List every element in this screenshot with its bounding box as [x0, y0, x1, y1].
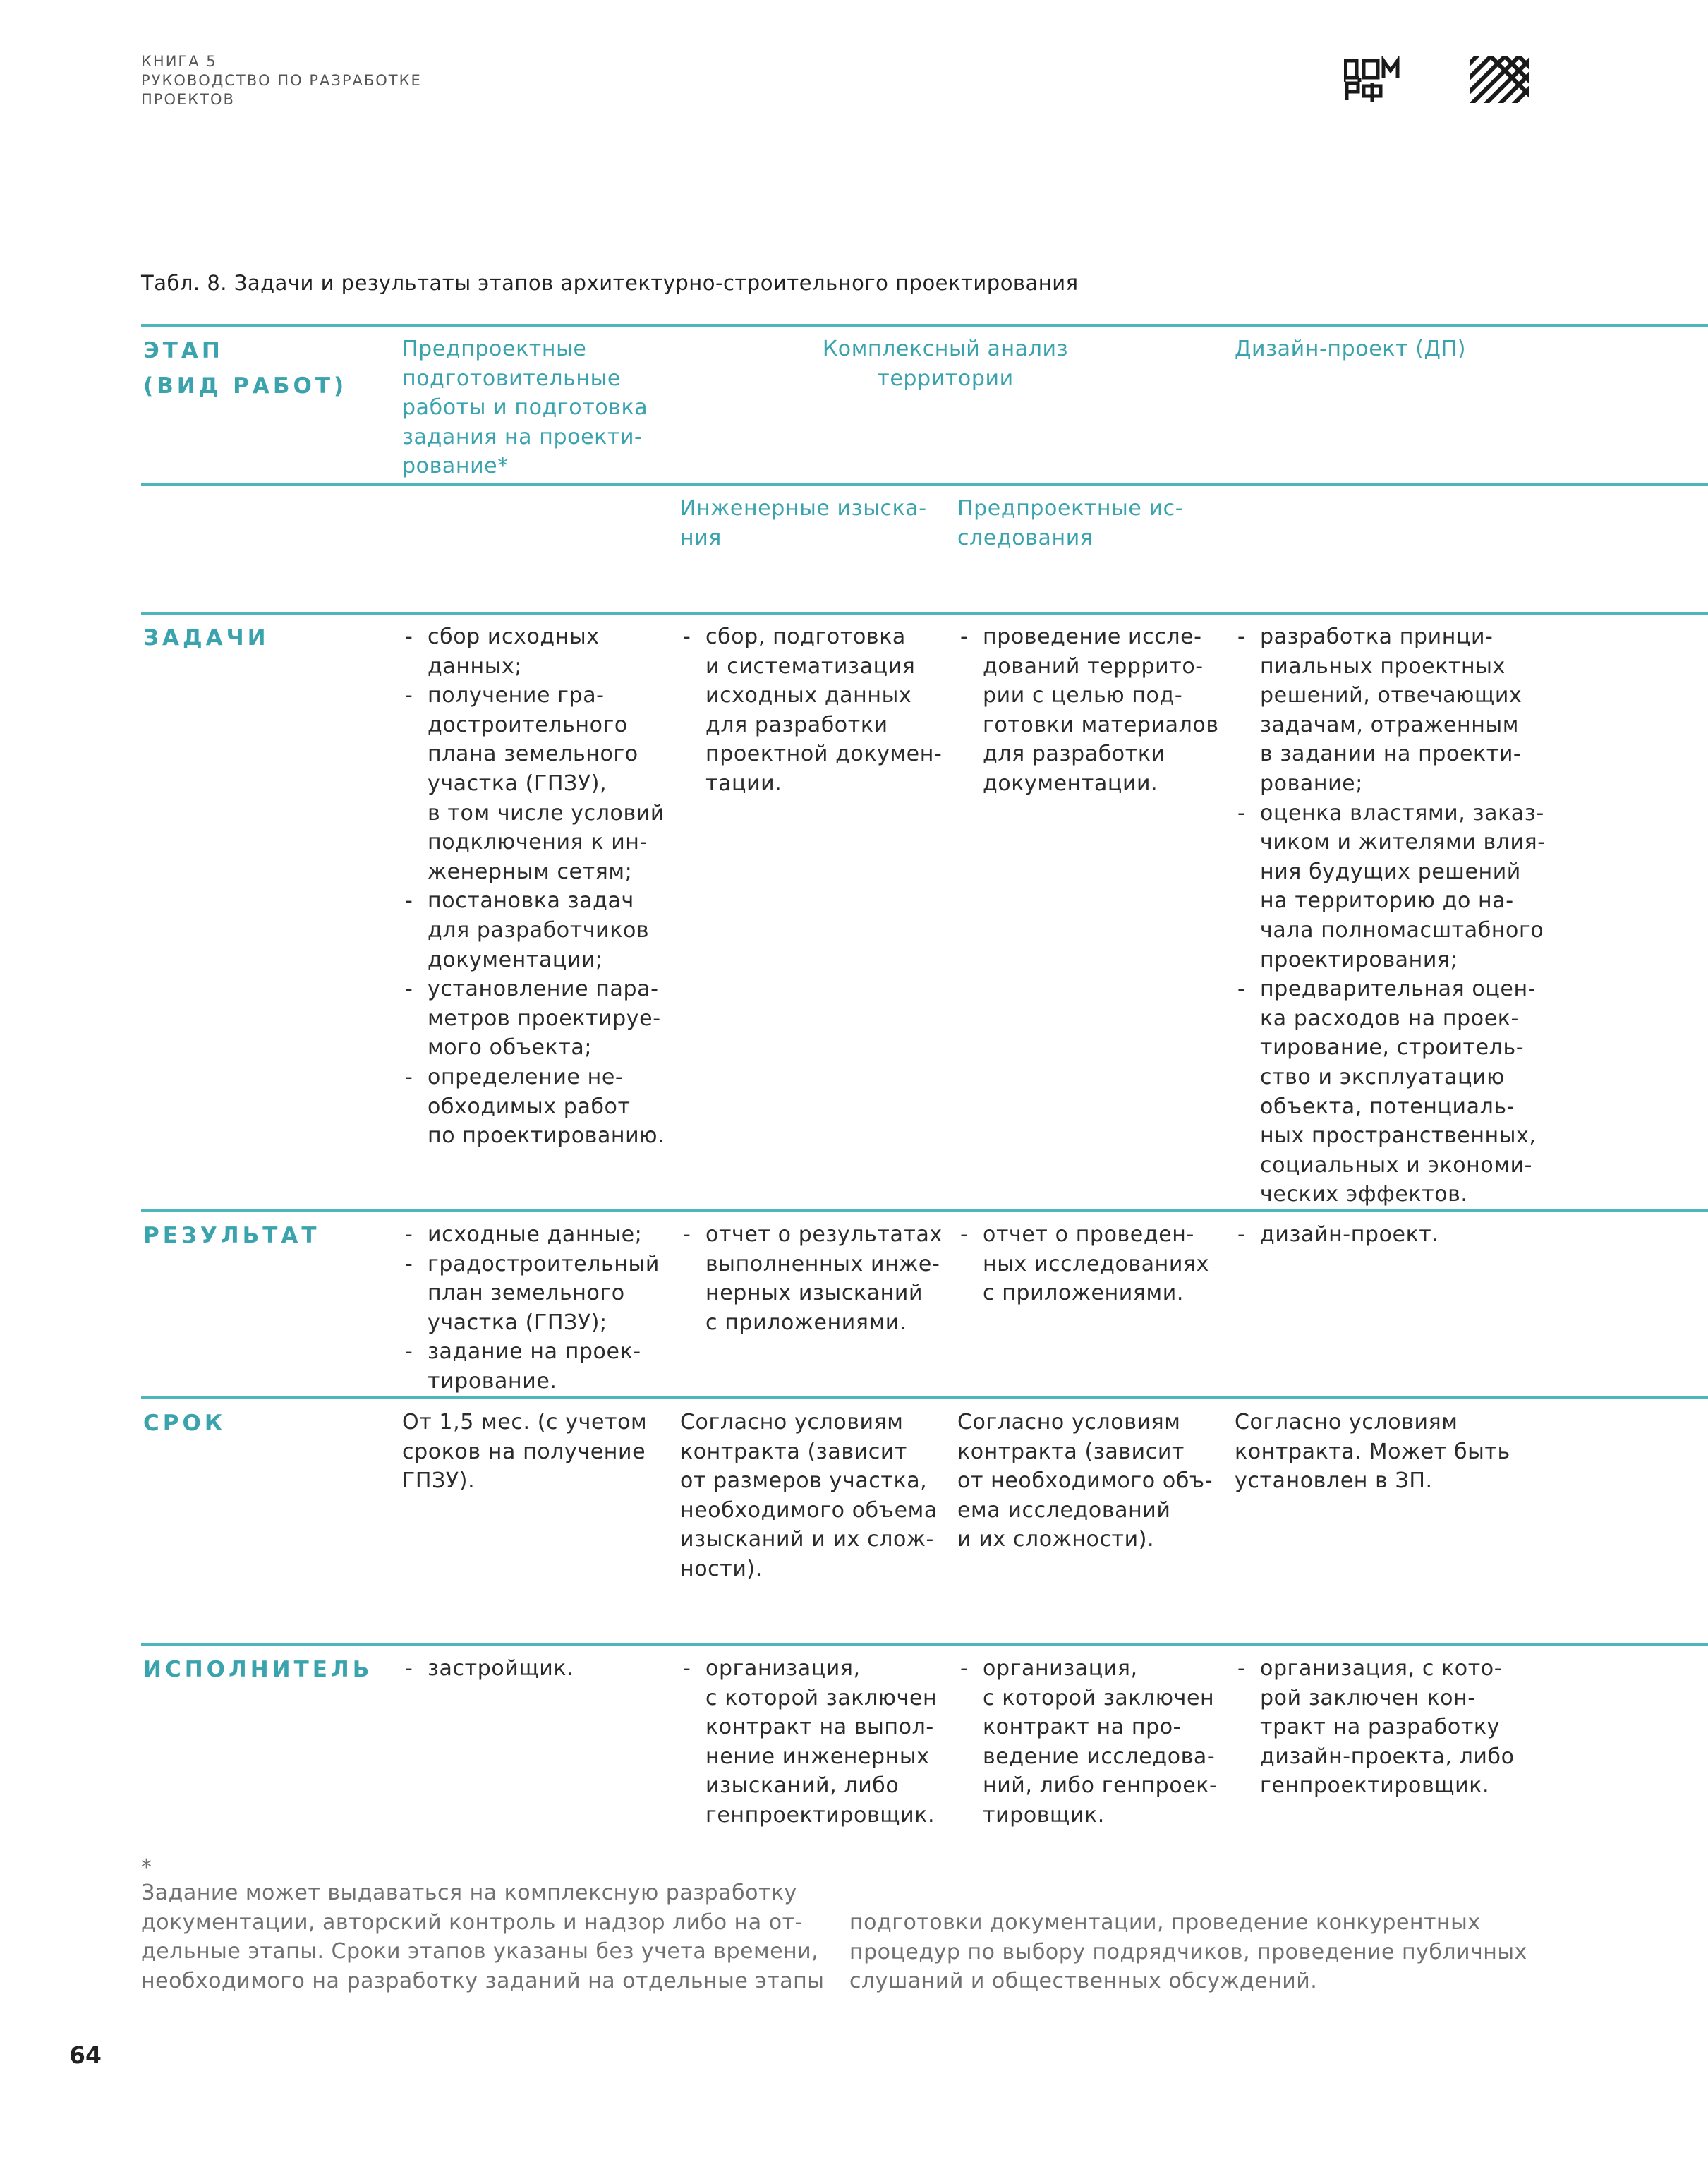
header-sub-preproject-research	[957, 494, 1183, 553]
table-rule-top	[141, 324, 1708, 327]
cell-line: в задании на проекти-	[1260, 742, 1522, 767]
header-col-complex-analysis	[734, 334, 1157, 393]
cell-line: изысканий и их слож-	[680, 1527, 934, 1552]
cell-line: задачам, отраженным	[1260, 712, 1519, 737]
header-line: ния	[680, 525, 722, 550]
list-item	[402, 681, 665, 886]
book-line: ПРОЕКТОВ	[141, 91, 235, 108]
cell-line: с которой заключен	[983, 1685, 1215, 1710]
cell-line: и систематизация	[705, 653, 916, 679]
list-item	[1235, 799, 1546, 975]
book-line: КНИГА 5	[141, 53, 217, 70]
cell-line: От 1,5 мес. (с учетом	[402, 1410, 648, 1435]
cell-line: - установление пара-	[428, 977, 659, 1002]
cell-line: - проведение иссле-	[983, 624, 1202, 649]
cell-line: для разработки	[983, 742, 1165, 767]
cell-line: контракта (зависит	[957, 1439, 1185, 1464]
list-item	[1235, 622, 1546, 799]
result-col3	[957, 1220, 1209, 1308]
pattern-logo	[1470, 56, 1529, 103]
cell-line: - предварительная оцен-	[1260, 977, 1537, 1002]
executor-col1	[402, 1654, 574, 1684]
cell-line: проектирования;	[1260, 947, 1458, 972]
header-line: Дизайн-проект (ДП)	[1235, 337, 1467, 361]
list-item	[402, 1063, 665, 1151]
cell-line: дований терррито-	[983, 653, 1204, 679]
list-item	[402, 974, 665, 1063]
book-title	[141, 52, 422, 109]
cell-line: - исходные данные;	[428, 1222, 643, 1247]
cell-line: с которой заключен	[705, 1685, 938, 1710]
cell-line: документации.	[983, 771, 1158, 796]
list-item	[402, 1654, 574, 1684]
dom-rf-logo	[1344, 56, 1400, 103]
term-col3	[957, 1408, 1213, 1555]
cell-line: - сбор, подготовка	[705, 624, 906, 649]
cell-line: контракта. Может быть	[1235, 1439, 1510, 1464]
cell-line: Согласно условиям	[1235, 1410, 1458, 1435]
cell-line: готовки материалов	[983, 712, 1219, 737]
cell-line: проектной докумен-	[705, 742, 943, 767]
header-sub-engineering-surveys	[680, 494, 927, 553]
term-col4	[1235, 1408, 1510, 1496]
cell-line: - разработка принци-	[1260, 624, 1494, 649]
cell-line: плана земельного	[428, 742, 638, 767]
tasks-col2	[680, 622, 942, 799]
header-line: работы и подготовка	[402, 395, 648, 421]
cell-line: нерных изысканий	[705, 1281, 923, 1306]
executor-col2	[680, 1654, 937, 1830]
list-item	[1235, 974, 1546, 1209]
table-rule	[141, 612, 1708, 615]
footnote-line: дельные этапы. Сроки этапов указаны без учета времени,	[141, 1939, 819, 1964]
cell-line: по проектированию.	[428, 1123, 665, 1149]
header-col-preproject	[402, 334, 648, 481]
cell-line: необходимого объема	[680, 1497, 938, 1523]
cell-line: социальных и экономи-	[1260, 1152, 1533, 1178]
list-item	[402, 1220, 660, 1250]
row-label-result: РЕЗУЛЬТАТ	[143, 1223, 320, 1248]
cell-line: - определение не-	[428, 1064, 624, 1089]
cell-line: изысканий, либо	[705, 1773, 900, 1799]
header-line: Инженерные изыска-	[680, 496, 927, 521]
cell-line: достроительного	[428, 712, 628, 737]
header-line: территории	[877, 366, 1014, 391]
cell-line: - застройщик.	[428, 1656, 574, 1681]
footnote-line: процедур по выбору подрядчиков, проведение публичных	[849, 1939, 1527, 1964]
cell-line: Согласно условиям	[957, 1410, 1181, 1435]
header-label-line: ЭТАП	[143, 338, 224, 363]
cell-line: тации.	[705, 771, 782, 796]
cell-line: участка (ГПЗУ),	[428, 771, 607, 796]
term-col1	[402, 1408, 647, 1496]
header-col-design-project	[1235, 334, 1466, 364]
cell-line: - отчет о проведен-	[983, 1222, 1194, 1247]
cell-line: контракт на про-	[983, 1715, 1182, 1740]
cell-line: обходимых работ	[428, 1094, 631, 1119]
header-stage-label	[143, 333, 347, 404]
table-rule	[141, 1643, 1708, 1646]
header-line: Предпроектные	[402, 337, 587, 361]
cell-line: - организация, с кото-	[1260, 1656, 1503, 1681]
cell-line: для разработчиков	[428, 917, 650, 943]
cell-line: с приложениями.	[983, 1281, 1185, 1306]
cell-line: на территорию до на-	[1260, 888, 1514, 914]
footnote-line: подготовки документации, проведение конкурентных	[849, 1910, 1481, 1935]
list-item	[402, 1250, 660, 1338]
cell-line: ема исследований	[957, 1497, 1171, 1523]
list-item	[680, 622, 942, 799]
list-item	[957, 622, 1219, 799]
footnote-left	[141, 1857, 824, 1996]
cell-line: - постановка задач	[428, 888, 634, 914]
header-line: Предпроектные ис-	[957, 496, 1184, 521]
cell-line: с приложениями.	[705, 1310, 907, 1335]
cell-line: ГПЗУ).	[402, 1468, 476, 1494]
cell-line: метров проектируе-	[428, 1006, 661, 1031]
book-line: РУКОВОДСТВО ПО РАЗРАБОТКЕ	[141, 72, 422, 89]
cell-line: ности).	[680, 1556, 763, 1581]
list-item	[680, 1654, 937, 1830]
cell-line: рование;	[1260, 771, 1363, 796]
result-col4	[1235, 1220, 1439, 1250]
tasks-col4	[1235, 622, 1546, 1209]
cell-line: - задание на проек-	[428, 1339, 641, 1365]
header-line: рование*	[402, 454, 509, 479]
cell-line: сроков на получение	[402, 1439, 646, 1464]
cell-line: ка расходов на проек-	[1260, 1006, 1519, 1031]
cell-line: план земельного	[428, 1281, 625, 1306]
cell-line: - получение гра-	[428, 683, 605, 708]
cell-line: подключения к ин-	[428, 830, 648, 855]
cell-line: - оценка властями, заказ-	[1260, 800, 1544, 826]
term-col2	[680, 1408, 938, 1584]
cell-line: и их сложности).	[957, 1527, 1155, 1552]
cell-line: мого объекта;	[428, 1035, 593, 1061]
cell-line: - градостроительный	[428, 1251, 660, 1276]
cell-line: тирование, строитель-	[1260, 1035, 1525, 1061]
cell-line: выполненных инже-	[705, 1251, 940, 1276]
footnote-line: Задание может выдаваться на комплексную разработку	[141, 1881, 797, 1905]
cell-line: тракт на разработку	[1260, 1715, 1500, 1740]
cell-line: исходных данных	[705, 683, 912, 708]
list-item	[402, 622, 665, 681]
row-label-tasks: ЗАДАЧИ	[143, 625, 269, 651]
cell-line: ческих эффектов.	[1260, 1182, 1468, 1207]
executor-col3	[957, 1654, 1217, 1830]
cell-line: для разработки	[705, 712, 888, 737]
cell-line: чала полномасштабного	[1260, 917, 1544, 943]
header-line: задания на проекти-	[402, 424, 643, 449]
cell-line: тировщик.	[983, 1802, 1105, 1828]
cell-line: данных;	[428, 653, 523, 679]
row-label-term: СРОК	[143, 1411, 226, 1436]
cell-line: ных исследованиях	[983, 1251, 1209, 1276]
cell-line: в том числе условий	[428, 800, 665, 826]
table-rule	[141, 483, 1708, 486]
table-rule	[141, 1396, 1708, 1399]
cell-line: решений, отвечающих	[1260, 683, 1522, 708]
cell-line: чиком и жителями влия-	[1260, 830, 1546, 855]
list-item	[680, 1220, 943, 1337]
list-item	[1235, 1220, 1439, 1250]
cell-line: нение инженерных	[705, 1744, 930, 1769]
cell-line: генпроектировщик.	[705, 1802, 935, 1828]
list-item	[957, 1654, 1217, 1830]
cell-line: контракта (зависит	[680, 1439, 907, 1464]
cell-line: генпроектировщик.	[1260, 1773, 1490, 1799]
result-col1	[402, 1220, 660, 1396]
executor-col4	[1235, 1654, 1515, 1801]
list-item	[957, 1220, 1209, 1308]
cell-line: женерным сетям;	[428, 859, 633, 884]
result-col2	[680, 1220, 943, 1337]
page-number: 64	[69, 2041, 102, 2069]
cell-line: ния будущих решений	[1260, 859, 1521, 884]
cell-line: дизайн-проекта, либо	[1260, 1744, 1515, 1769]
header-line: следования	[957, 525, 1094, 550]
cell-line: ний, либо генпроек-	[983, 1773, 1218, 1799]
footnote-mark: *	[141, 1855, 152, 1880]
cell-line: объекта, потенциаль-	[1260, 1094, 1515, 1119]
cell-line: пиальных проектных	[1260, 653, 1506, 679]
tasks-col3	[957, 622, 1219, 799]
cell-line: рой заключен кон-	[1260, 1685, 1476, 1710]
header-line: Комплексный анализ	[822, 337, 1069, 361]
cell-line: - сбор исходных	[428, 624, 600, 649]
tasks-col1	[402, 622, 665, 1151]
table-caption: Табл. 8. Задачи и результаты этапов архитектурно-строительного проектирования	[141, 271, 1079, 295]
list-item	[402, 886, 665, 974]
row-label-executor: ИСПОЛНИТЕЛЬ	[143, 1657, 373, 1682]
cell-line: - организация,	[705, 1656, 861, 1681]
cell-line: рии с целью под-	[983, 683, 1183, 708]
cell-line: ведение исследова-	[983, 1744, 1216, 1769]
footnote-line: документации, авторский контроль и надзор либо на от-	[141, 1909, 803, 1935]
footnote-right	[849, 1908, 1527, 1996]
header-line: подготовительные	[402, 366, 621, 391]
cell-line: тирование.	[428, 1368, 557, 1394]
cell-line: установлен в ЗП.	[1235, 1468, 1433, 1494]
list-item	[402, 1337, 660, 1396]
cell-line: от размеров участка,	[680, 1468, 928, 1494]
cell-line: Согласно условиям	[680, 1410, 904, 1435]
header-label-line: (ВИД РАБОТ)	[143, 373, 348, 399]
cell-line: контракт на выпол-	[705, 1715, 934, 1740]
cell-line: документации;	[428, 947, 603, 972]
cell-line: участка (ГПЗУ);	[428, 1310, 607, 1335]
list-item	[1235, 1654, 1515, 1801]
cell-line: - организация,	[983, 1656, 1138, 1681]
cell-line: - дизайн-проект.	[1260, 1222, 1439, 1247]
cell-line: - отчет о результатах	[705, 1222, 943, 1247]
footnote-line: слушаний и общественных обсуждений.	[849, 1969, 1318, 1994]
cell-line: от необходимого объ-	[957, 1468, 1213, 1494]
cell-line: ных пространственных,	[1260, 1123, 1537, 1149]
footnote-line: необходимого на разработку заданий на отдельные этапы	[141, 1968, 825, 1993]
cell-line: ство и эксплуатацию	[1260, 1064, 1506, 1089]
